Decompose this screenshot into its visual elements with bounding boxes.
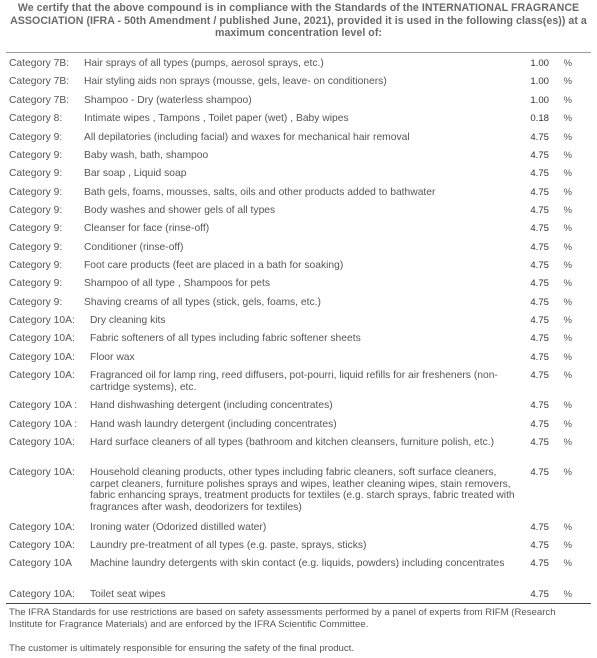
percent-unit: % (563, 132, 572, 143)
category-description: Fragranced oil for lamp ring, reed diffusers, pot-pourri, liquid refills for air fresheners (non-cartridge systems), etc. (90, 370, 498, 393)
category-description: Bar soap , Liquid soap (84, 168, 187, 179)
percent-unit: % (563, 168, 572, 179)
max-concentration-value: 4.75 (530, 352, 549, 363)
max-concentration-value: 4.75 (530, 132, 549, 143)
max-concentration-value: 1.00 (530, 95, 549, 106)
percent-unit: % (563, 150, 572, 161)
category-description: Cleanser for face (rinse-off) (84, 223, 210, 234)
max-concentration-value: 1.00 (530, 58, 549, 69)
max-concentration-value: 4.75 (530, 558, 549, 569)
category-description: Household cleaning products, other types including fabric cleaners, soft surface cleaners, carpet cleaners, furniture polishes sprays and wipes, leather cleaning wipes, stain removers, fabric enhancing sprays, treatment products for textiles (e.g. starch sprays, fabric treated with fragrances after wash, deodorizers for textiles) (90, 467, 515, 513)
max-concentration-value: 4.75 (530, 437, 549, 448)
category-label: Category 9: (9, 168, 63, 179)
category-label: Category 10A: (9, 589, 75, 600)
max-concentration-value: 4.75 (530, 242, 549, 253)
category-description: Hard surface cleaners of all types (bathroom and kitchen cleansers, furniture polish, etc.) (90, 437, 495, 448)
category-description: Intimate wipes , Tampons , Toilet paper (wet) , Baby wipes (84, 113, 349, 124)
max-concentration-value: 4.75 (530, 278, 549, 289)
category-label: Category 10A: (9, 370, 75, 381)
category-description: Machine laundry detergents with skin contact (e.g. liquids, powders) including concentrates (90, 558, 505, 569)
max-concentration-value: 4.75 (530, 205, 549, 216)
top-divider (6, 52, 591, 53)
percent-unit: % (563, 76, 572, 87)
category-label: Category 10A: (9, 540, 75, 551)
category-label: Category 10A: (9, 522, 75, 533)
percent-unit: % (563, 437, 572, 448)
category-label: Category 10A (9, 558, 72, 569)
category-description: Hair sprays of all types (pumps, aerosol sprays, etc.) (84, 58, 324, 69)
percent-unit: % (563, 522, 572, 533)
bottom-divider (6, 603, 591, 604)
percent-unit: % (563, 333, 572, 344)
category-label: Category 9: (9, 260, 63, 271)
percent-unit: % (563, 223, 572, 234)
category-description: Hand wash laundry detergent (including concentrates) (90, 419, 337, 430)
percent-unit: % (563, 205, 572, 216)
category-description: Hair styling aids non sprays (mousse, gels, leave- on conditioners) (84, 76, 387, 87)
percent-unit: % (563, 113, 572, 124)
category-description: Toilet seat wipes (90, 589, 166, 600)
customer-responsibility-note: The customer is ultimately responsible for ensuring the safety of the final product. (9, 643, 355, 654)
category-description: Shaving creams of all types (stick, gels, foams, etc.) (84, 297, 321, 308)
category-label: Category 9: (9, 187, 63, 198)
max-concentration-value: 4.75 (530, 315, 549, 326)
category-label: Category 10A : (9, 419, 78, 430)
percent-unit: % (563, 242, 572, 253)
max-concentration-value: 4.75 (530, 589, 549, 600)
percent-unit: % (563, 370, 572, 381)
max-concentration-value: 1.00 (530, 76, 549, 87)
max-concentration-value: 4.75 (530, 522, 549, 533)
percent-unit: % (563, 95, 572, 106)
category-description: Hand dishwashing detergent (including concentrates) (90, 400, 333, 411)
category-label: Category 9: (9, 132, 63, 143)
max-concentration-value: 4.75 (530, 400, 549, 411)
category-label: Category 7B: (9, 95, 70, 106)
certification-statement: We certify that the above compound is in compliance with the Standards of the INTERNATIONAL FRAGRANCE ASSOCIATION (IFRA - 50th Amendment / published June, 2021), provided it is used in the following class(es)) at a maximum concentration level of: (10, 2, 587, 39)
max-concentration-value: 4.75 (530, 168, 549, 179)
percent-unit: % (563, 589, 572, 600)
percent-unit: % (563, 352, 572, 363)
max-concentration-value: 4.75 (530, 260, 549, 271)
percent-unit: % (563, 58, 572, 69)
category-label: Category 10A: (9, 315, 75, 326)
category-description: Foot care products (feet are placed in a bath for soaking) (84, 260, 344, 271)
category-label: Category 10A: (9, 352, 75, 363)
category-description: Laundry pre-treatment of all types (e.g. paste, sprays, sticks) (90, 540, 367, 551)
category-label: Category 10A: (9, 333, 75, 344)
category-description: All depilatories (including facial) and waxes for mechanical hair removal (84, 132, 410, 143)
category-description: Bath gels, foams, mousses, salts, oils and other products added to bathwater (84, 187, 436, 198)
category-description: Fabric softeners of all types including fabric softener sheets (90, 333, 361, 344)
category-description: Dry cleaning kits (90, 315, 166, 326)
category-description: Ironing water (Odorized distilled water) (90, 522, 267, 533)
category-label: Category 9: (9, 242, 63, 253)
category-label: Category 7B: (9, 76, 70, 87)
category-label: Category 10A: (9, 437, 75, 448)
percent-unit: % (563, 467, 572, 478)
percent-unit: % (563, 558, 572, 569)
category-label: Category 10A : (9, 400, 78, 411)
ifra-standards-note: The IFRA Standards for use restrictions are based on safety assessments performed by a panel of experts from RIFM (Research Institute for Fragrance Materials) and are enforced by the IFRA Scientific Committee. (9, 607, 556, 630)
max-concentration-value: 4.75 (530, 540, 549, 551)
percent-unit: % (563, 297, 572, 308)
category-label: Category 9: (9, 297, 63, 308)
category-label: Category 9: (9, 150, 63, 161)
category-label: Category 8: (9, 113, 63, 124)
category-description: Shampoo - Dry (waterless shampoo) (84, 95, 252, 106)
max-concentration-value: 4.75 (530, 333, 549, 344)
category-label: Category 10A: (9, 467, 75, 478)
max-concentration-value: 4.75 (530, 467, 549, 478)
percent-unit: % (563, 187, 572, 198)
percent-unit: % (563, 400, 572, 411)
max-concentration-value: 4.75 (530, 297, 549, 308)
category-description: Conditioner (rinse-off) (84, 242, 184, 253)
category-label: Category 7B: (9, 58, 70, 69)
max-concentration-value: 4.75 (530, 419, 549, 430)
percent-unit: % (563, 419, 572, 430)
percent-unit: % (563, 278, 572, 289)
category-description: Shampoo of all type , Shampoos for pets (84, 278, 271, 289)
category-label: Category 9: (9, 205, 63, 216)
category-label: Category 9: (9, 223, 63, 234)
max-concentration-value: 4.75 (530, 150, 549, 161)
percent-unit: % (563, 540, 572, 551)
category-label: Category 9: (9, 278, 63, 289)
category-description: Baby wash, bath, shampoo (84, 150, 209, 161)
max-concentration-value: 0.18 (530, 113, 549, 124)
category-description: Floor wax (90, 352, 135, 363)
max-concentration-value: 4.75 (530, 223, 549, 234)
percent-unit: % (563, 260, 572, 271)
max-concentration-value: 4.75 (530, 370, 549, 381)
max-concentration-value: 4.75 (530, 187, 549, 198)
percent-unit: % (563, 315, 572, 326)
category-description: Body washes and shower gels of all types (84, 205, 276, 216)
